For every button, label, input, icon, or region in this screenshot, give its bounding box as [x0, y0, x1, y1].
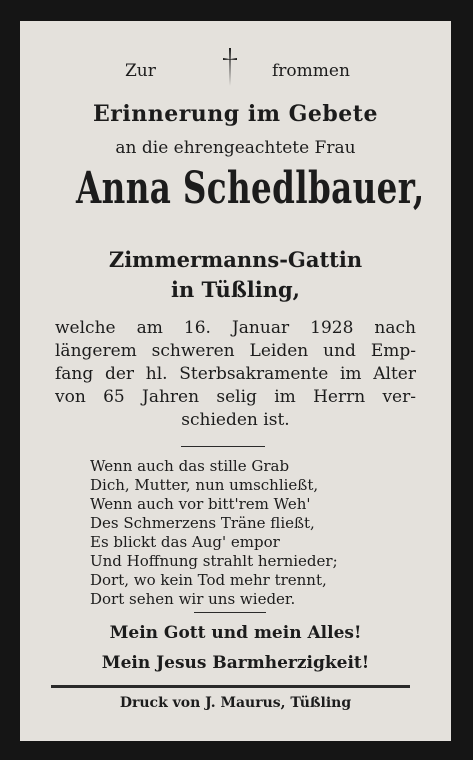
body-line: welche am 16. Januar 1928 nach: [55, 318, 416, 338]
body-line: von 65 Jahren selig im Herrn ver-: [55, 387, 416, 407]
place: in Tüßling,: [170, 277, 300, 302]
body-line: längerem schweren Leiden und Emp-: [55, 341, 416, 361]
header-zur: Zur: [125, 61, 156, 81]
printer-line: Druck von J. Maurus, Tüßling: [119, 695, 352, 711]
poem-line: Dich, Mutter, nun umschließt,: [90, 476, 319, 494]
poem-line: Des Schmerzens Träne fließt,: [90, 514, 315, 532]
poem-line: Und Hoffnung strahlt hernieder;: [90, 552, 338, 570]
divider: [181, 446, 265, 447]
poem-line: Dort sehen wir uns wieder.: [90, 590, 296, 608]
body-line: schieden ist.: [181, 410, 290, 430]
body-line: fang der hl. Sterbsakramente im Alter: [55, 364, 416, 384]
title: Erinnerung im Gebete: [93, 101, 378, 127]
poem-line: Wenn auch vor bitt'rem Weh': [90, 495, 311, 513]
bottom-rule: [51, 685, 410, 688]
memorial-card: [20, 21, 451, 741]
poem-line: Es blickt das Aug' empor: [90, 533, 280, 551]
divider: [194, 612, 266, 613]
subtitle: an die ehrengeachtete Frau: [115, 138, 356, 158]
header-frommen: frommen: [272, 61, 350, 81]
poem-line: Wenn auch das stille Grab: [90, 457, 290, 475]
closing-line: Mein Jesus Barmherzigkeit!: [101, 653, 370, 673]
cross-icon: [221, 47, 239, 87]
closing-line: Mein Gott und mein Alles!: [109, 623, 362, 643]
poem-line: Dort, wo kein Tod mehr trennt,: [90, 571, 327, 589]
deceased-name: Anna Schedlbauer,: [76, 163, 425, 214]
occupation: Zimmermanns-Gattin: [108, 247, 363, 272]
